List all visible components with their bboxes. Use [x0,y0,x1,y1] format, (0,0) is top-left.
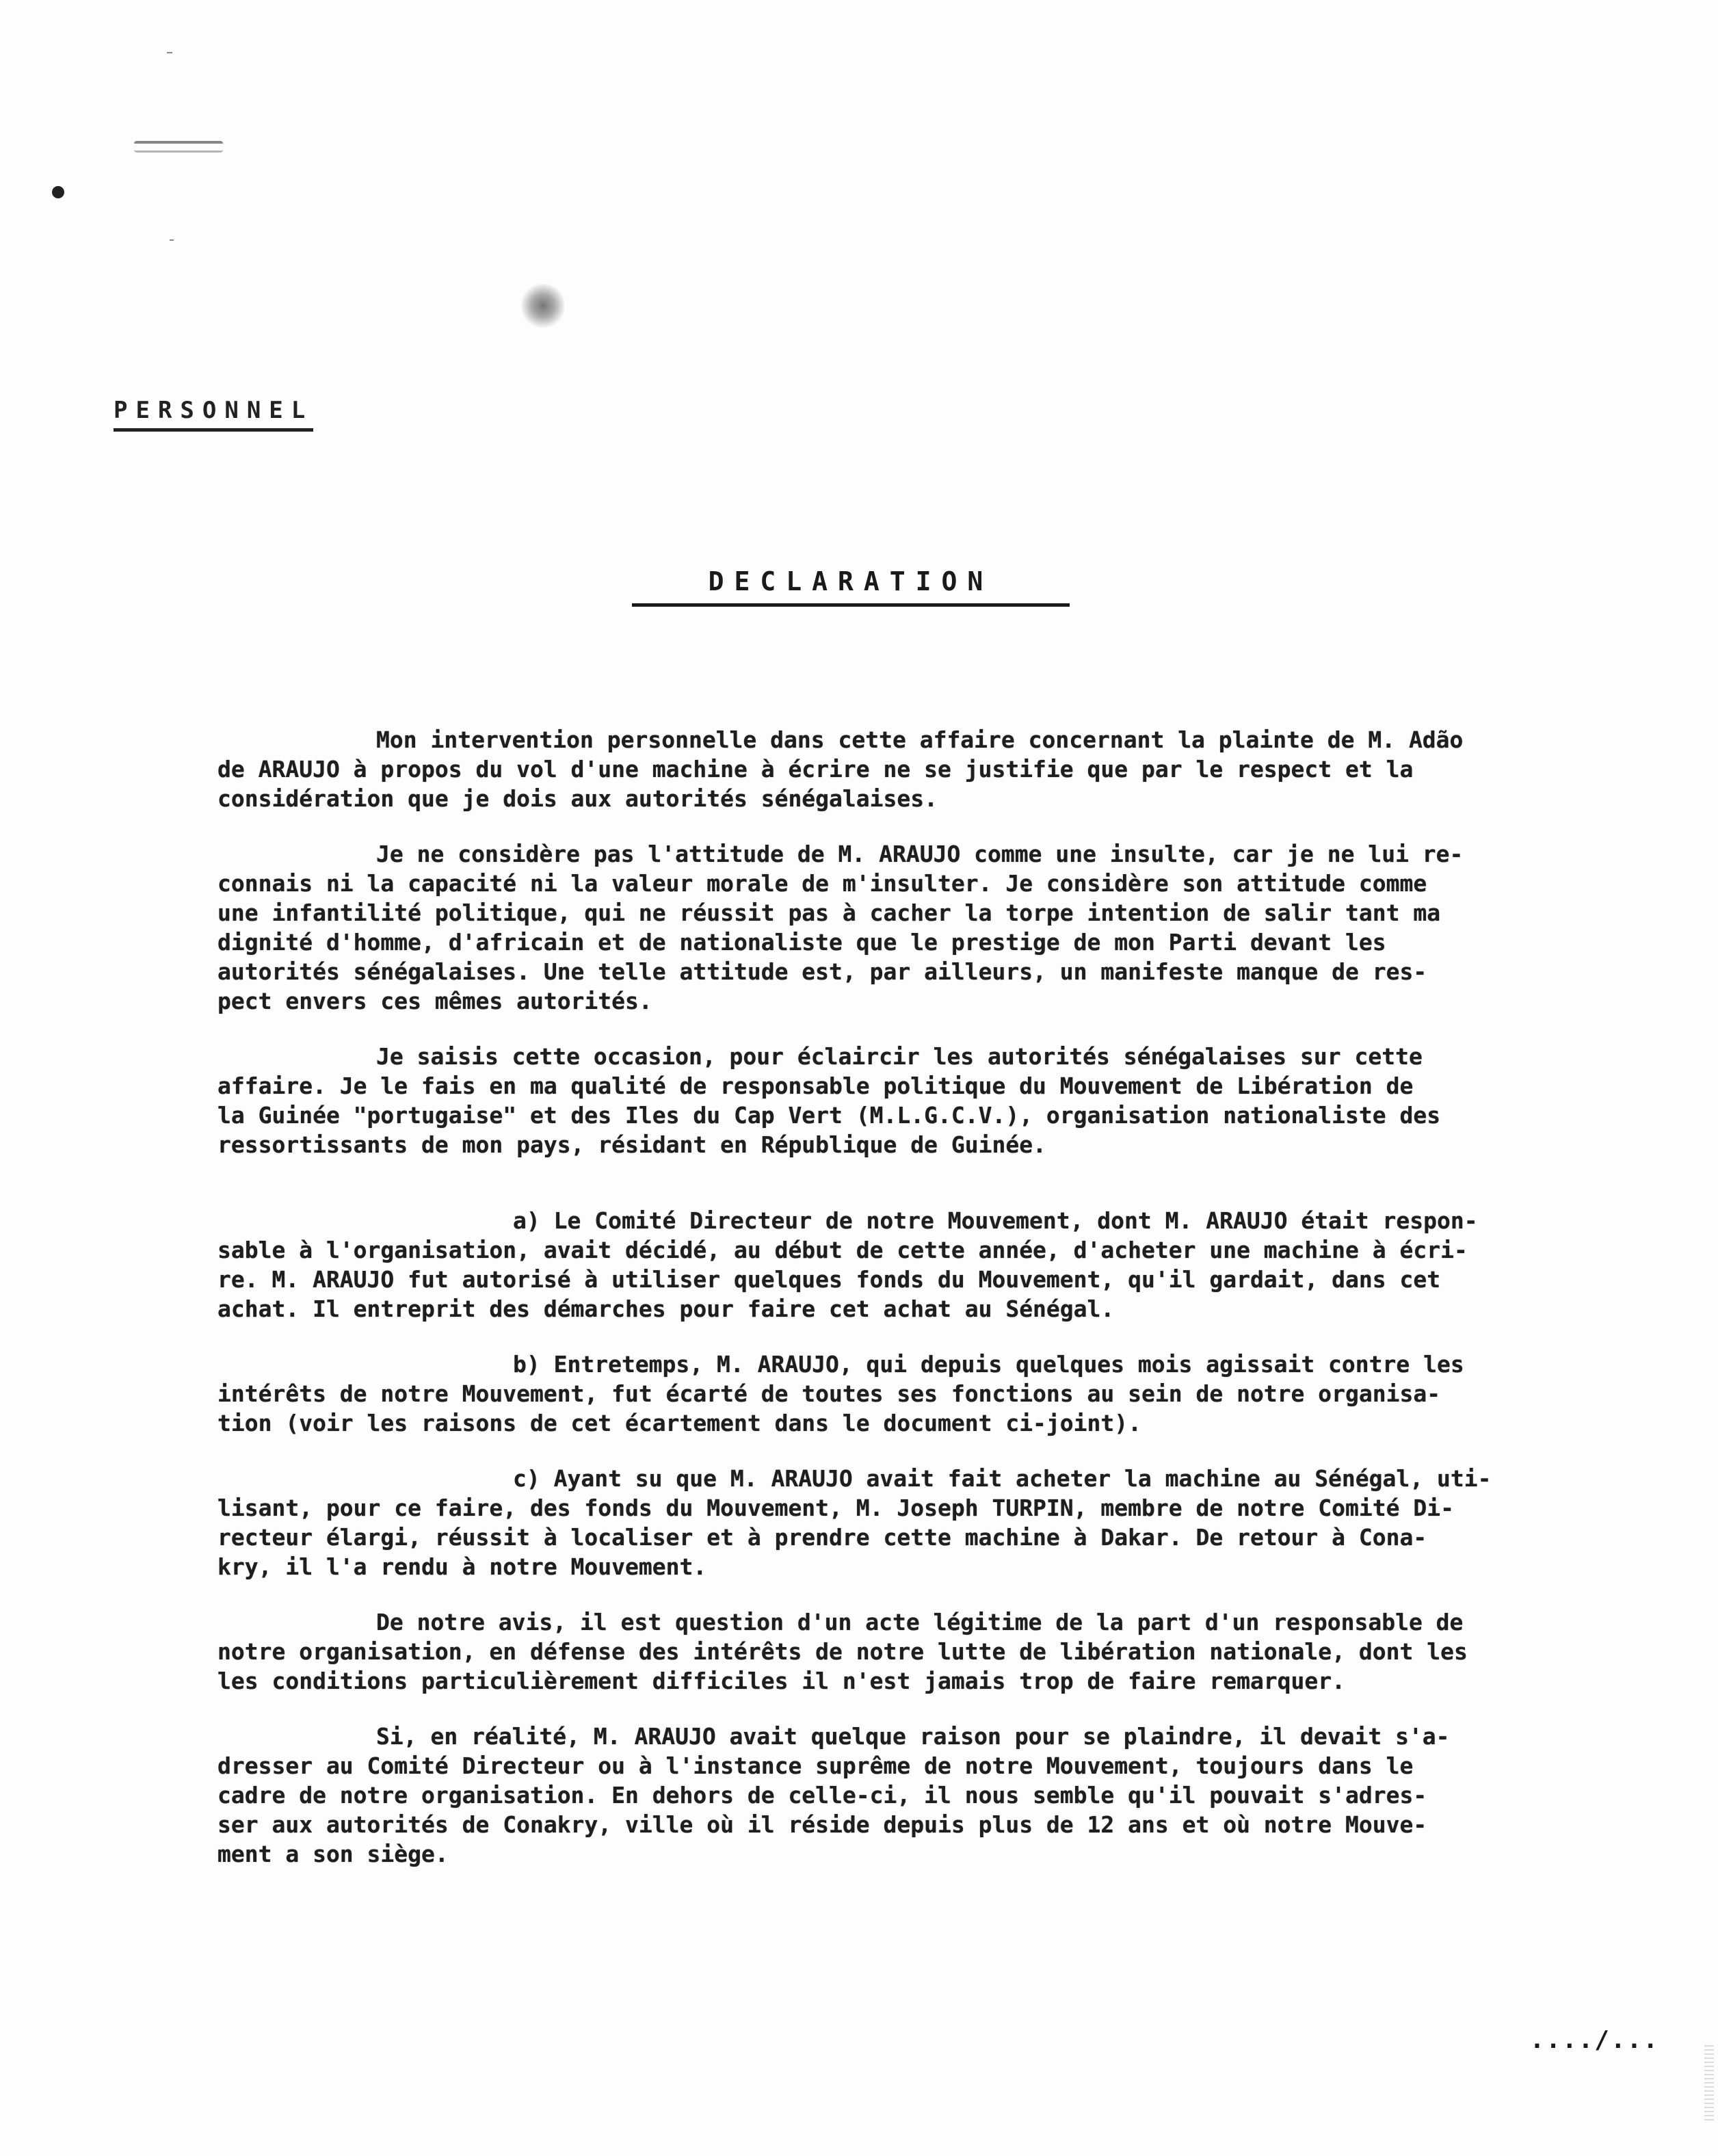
scan-edge-artifact [1704,2045,1714,2120]
document-body [217,725,1688,1895]
text-line: la Guinée "portugaise" et des Iles du Cap Vert (M.L.G.C.V.), organisation nationaliste des [217,1102,1441,1129]
text-line: notre organisation, en défense des intérêts de notre lutte de libération nationale, dont les [217,1638,1468,1665]
text-line: recteur élargi, réussit à localiser et à prendre cette machine à Dakar. De retour à Cona- [217,1524,1427,1551]
paragraph-intro [217,725,1688,813]
punch-hole-dot [52,186,64,198]
text-line: dresser au Comité Directeur ou à l'instance suprême de notre Mouvement, toujours dans le [217,1752,1414,1779]
text-line: de ARAUJO à propos du vol d'une machine à écrire ne se justifie que par le respect et la [217,756,1414,783]
text-line: pect envers ces mêmes autorités. [217,988,652,1014]
text-line: achat. Il entreprit des démarches pour faire cet achat au Sénégal. [217,1296,1115,1322]
paragraph-opinion [217,1607,1688,1696]
text-line: autorités sénégalaises. Une telle attitude est, par ailleurs, un manifeste manque de res- [217,958,1427,985]
scan-speck [167,52,172,53]
classification-label: PERSONNEL [114,397,313,432]
text-line: Je ne considère pas l'attitude de M. ARAUJO comme une insulte, car je ne lui re- [376,841,1464,867]
text-line: ressortissants de mon pays, résidant en République de Guinée. [217,1131,1046,1158]
text-line: Je saisis cette occasion, pour éclaircir les autorités sénégalaises sur cette [376,1043,1423,1070]
paragraph-point-b [217,1350,1688,1438]
text-line: b) Entretemps, M. ARAUJO, qui depuis quelques mois agissait contre les [513,1351,1464,1378]
text-line: kry, il l'a rendu à notre Mouvement. [217,1553,707,1580]
text-line: une infantilité politique, qui ne réussit pas à cacher la torpe intention de salir tant ma [217,899,1441,926]
text-line: dignité d'homme, d'africain et de nationaliste que le prestige de mon Parti devant les [217,929,1386,956]
text-line: a) Le Comité Directeur de notre Mouvement, dont M. ARAUJO était respon- [513,1207,1478,1234]
text-line: connais ni la capacité ni la valeur morale de m'insulter. Je considère son attitude comme [217,870,1427,897]
text-line: ser aux autorités de Conakry, ville où il réside depuis plus de 12 ans et où notre Mouve- [217,1811,1427,1838]
paragraph-point-c [217,1464,1688,1581]
paragraph-attitude [217,839,1688,1016]
text-line: ment a son siège. [217,1841,449,1867]
document-title: DECLARATION [632,566,1070,607]
text-line: De notre avis, il est question d'un acte légitime de la part d'un responsable de [376,1609,1464,1635]
ink-mark [134,141,223,153]
text-line: sable à l'organisation, avait décidé, au début de cette année, d'acheter une machine à écri- [217,1237,1468,1263]
text-line: Si, en réalité, M. ARAUJO avait quelque raison pour se plaindre, il devait s'a- [376,1723,1450,1750]
text-line: tion (voir les raisons de cet écartement dans le document ci-joint). [217,1410,1142,1436]
text-line: cadre de notre organisation. En dehors de celle-ci, il nous semble qu'il pouvait s'adres- [217,1782,1427,1809]
text-line: intérêts de notre Mouvement, fut écarté de toutes ses fonctions au sein de notre organisa- [217,1380,1441,1407]
paragraph-occasion [217,1042,1688,1159]
scan-speck [170,239,174,241]
paragraph-complaint [217,1722,1688,1869]
text-line: affaire. Je le fais en ma qualité de responsable politique du Mouvement de Libération de [217,1073,1414,1099]
paragraph-point-a [217,1206,1688,1324]
continuation-mark: ..../... [1529,2026,1659,2054]
ink-smudge [521,282,565,330]
text-line: c) Ayant su que M. ARAUJO avait fait acheter la machine au Sénégal, uti- [513,1465,1492,1492]
text-line: Mon intervention personnelle dans cette affaire concernant la plainte de M. Adão [376,726,1464,753]
text-line: les conditions particulièrement difficiles il n'est jamais trop de faire remarquer. [217,1668,1346,1694]
text-line: lisant, pour ce faire, des fonds du Mouvement, M. Joseph TURPIN, membre de notre Comité Di- [217,1495,1454,1521]
text-line: considération que je dois aux autorités sénégalaises. [217,785,938,812]
text-line: re. M. ARAUJO fut autorisé à utiliser quelques fonds du Mouvement, qu'il gardait, dans cet [217,1266,1441,1293]
